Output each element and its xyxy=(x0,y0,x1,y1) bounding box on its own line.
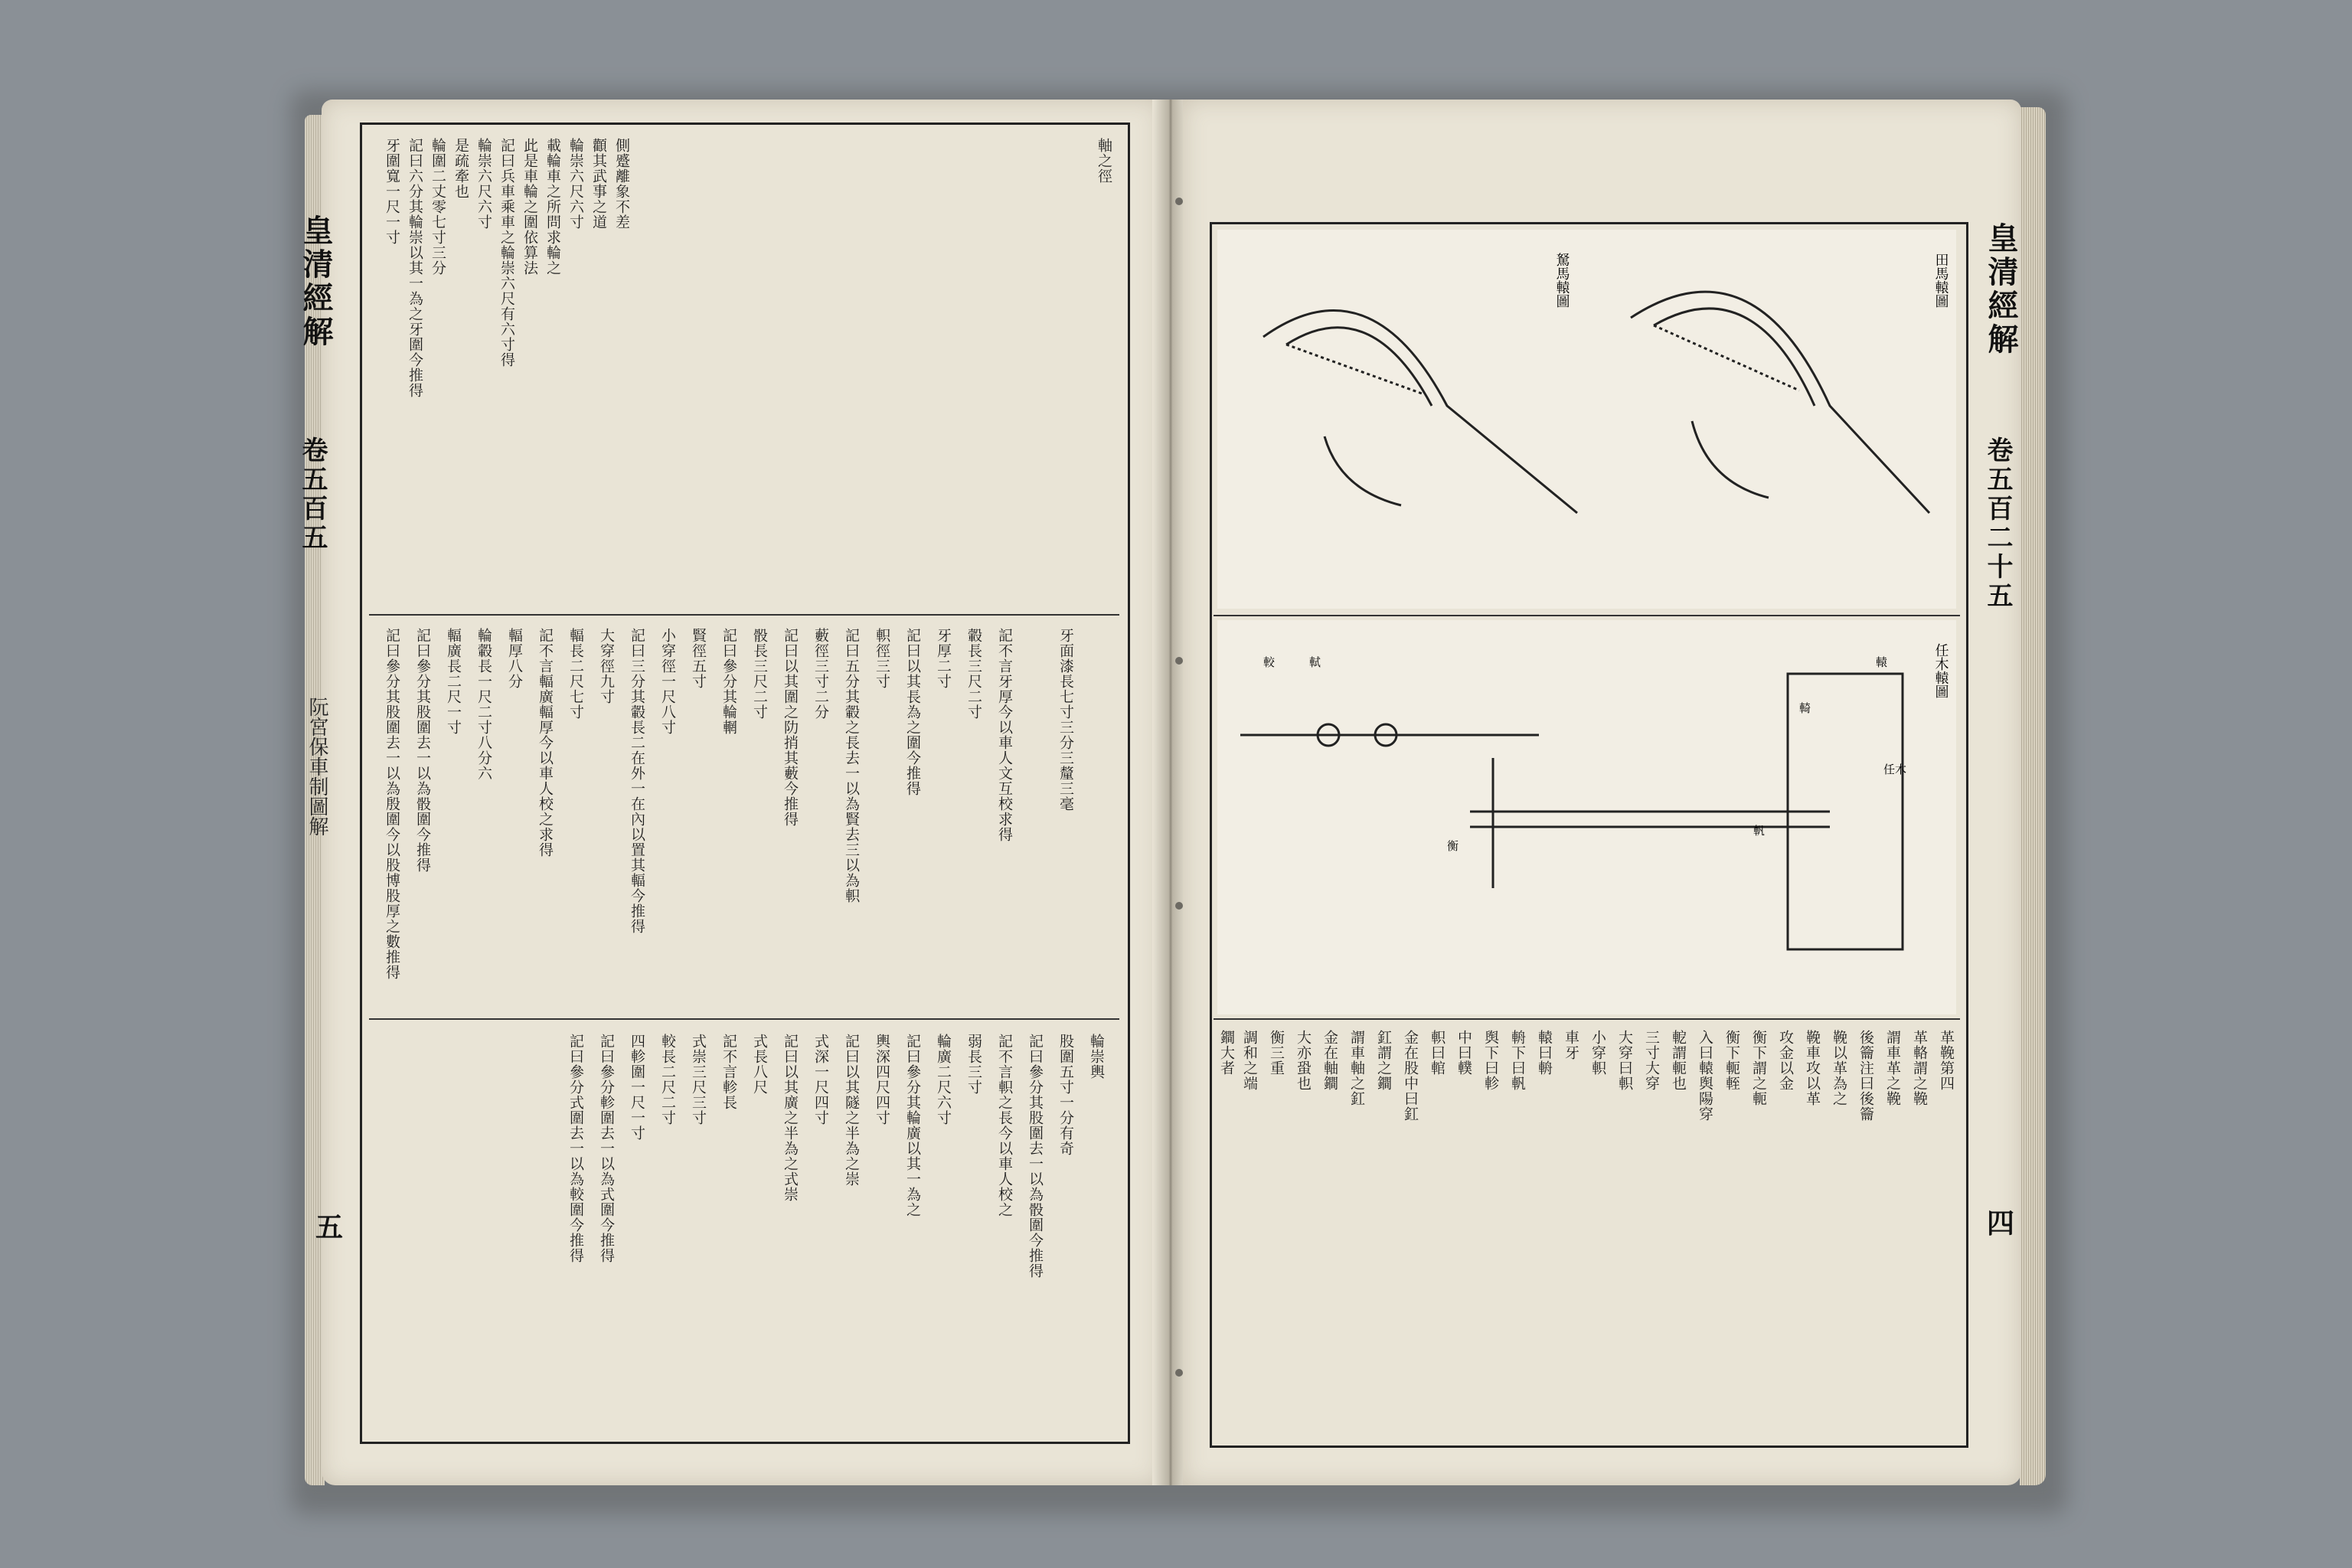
left-bot-col: 記曰以其廣之半為之式崇 xyxy=(782,1034,799,1202)
right-bot-col: 鞔車攻以革 xyxy=(1804,1030,1821,1106)
left-mid-col: 骰長三尺二寸 xyxy=(751,628,768,720)
left-margin-title: 皇清經解 xyxy=(298,214,334,349)
right-bot-col: 入曰轅舆陽穿 xyxy=(1697,1030,1713,1122)
right-bot-col: 衡三重 xyxy=(1268,1030,1285,1076)
left-bot-col: 輪崇輿 xyxy=(1088,1034,1105,1080)
part-label: 軾 xyxy=(1309,655,1321,669)
left-rule-1 xyxy=(369,614,1119,616)
left-bot-col: 記不言軫長 xyxy=(720,1034,737,1110)
horse-yoke-figure xyxy=(1217,230,1956,609)
part-label: 軓 xyxy=(1753,824,1766,838)
figure-label-tianma: 田馬轅圖 xyxy=(1932,253,1949,308)
right-bot-col: 軹曰輨 xyxy=(1429,1030,1446,1076)
left-mid-col: 記不言輻廣輻厚今以車人校之求得 xyxy=(537,628,554,858)
left-bot-col: 式崇三尺三寸 xyxy=(690,1034,707,1125)
figure-label-numa: 駑馬轅圖 xyxy=(1553,253,1570,308)
left-margin-sub: 阮宮保車制圖解 xyxy=(305,697,328,836)
yoke-arc-1-inner xyxy=(1286,328,1432,406)
right-rule-2 xyxy=(1214,1018,1960,1020)
left-mid-col: 輻廣長二尺一寸 xyxy=(445,628,462,735)
right-bot-col: 輈下曰軓 xyxy=(1509,1030,1526,1091)
left-mid-col: 記曰以其長為之圍今推得 xyxy=(904,628,921,796)
right-page-edges xyxy=(2020,107,2046,1485)
right-bot-col: 車牙 xyxy=(1563,1030,1579,1060)
shaft-figure xyxy=(1217,620,1956,1014)
left-volume-label: 卷五百五 xyxy=(297,436,328,553)
left-mid-col: 記曰參分其輪輞 xyxy=(720,628,737,735)
right-bot-col: 鞔以革為之 xyxy=(1831,1030,1847,1106)
left-top-col: 輪崇六尺六寸 xyxy=(567,138,584,230)
shaft-drawing xyxy=(1240,674,1903,949)
left-mid-col: 牙面漆長七寸三分三釐三毫 xyxy=(1057,628,1074,812)
figure-drawing xyxy=(1263,292,1929,513)
left-page xyxy=(297,100,1160,1485)
left-mid-col: 轂長三尺二寸 xyxy=(965,628,982,720)
left-top-col: 載輪車之所問求輪之 xyxy=(544,138,561,276)
left-mid-col: 記曰三分其轂長二在外一在內以置其輻今推得 xyxy=(629,628,645,934)
left-mid-col: 牙厚二寸 xyxy=(935,628,952,689)
right-bot-col: 中曰轐 xyxy=(1455,1030,1472,1076)
right-bot-col: 轅曰輈 xyxy=(1536,1030,1553,1076)
part-label: 輢 xyxy=(1799,701,1811,715)
right-bot-col: 鐧大者 xyxy=(1218,1030,1235,1076)
right-bot-col: 金在股中曰釭 xyxy=(1402,1030,1419,1122)
left-top-col: 此是車輪之圍依算法 xyxy=(521,138,538,276)
left-top-col: 記曰六分其輪崇以其一為之牙圍今推得 xyxy=(407,138,423,398)
right-bot-col: 小穿軹 xyxy=(1589,1030,1606,1076)
left-bot-col: 記曰參分其輪廣以其一為之 xyxy=(904,1034,921,1217)
figure-label-renmu: 任木轅圖 xyxy=(1932,643,1949,698)
left-top-col: 記曰兵車乘車之輪崇六尺有六寸得 xyxy=(498,138,515,368)
left-mid-col: 軹徑三寸 xyxy=(874,628,890,689)
left-mid-col: 小穿徑一尺八寸 xyxy=(659,628,676,735)
left-mid-col: 大穿徑九寸 xyxy=(598,628,615,704)
right-bot-col: 謂車革之鞔 xyxy=(1884,1030,1901,1106)
left-mid-col: 輻厚八分 xyxy=(506,628,523,689)
left-mid-col: 輻長二尺七寸 xyxy=(567,628,584,720)
binding-hole xyxy=(1175,1369,1183,1377)
part-label: 轅 xyxy=(1876,655,1888,669)
left-page-number: 五 xyxy=(315,1211,344,1243)
right-volume-label: 卷五百二十五 xyxy=(1982,436,2013,611)
right-bot-col: 金在軸鐧 xyxy=(1321,1030,1338,1091)
left-mid-col: 輪轂長一尺二寸八分六 xyxy=(475,628,492,781)
right-bot-col: 後籥注曰後籥 xyxy=(1857,1030,1874,1122)
left-top-col: 輪崇六尺六寸 xyxy=(475,138,492,230)
right-bot-col: 大亦蛩也 xyxy=(1295,1030,1312,1091)
left-mid-col: 記曰以其圍之阞捎其藪今推得 xyxy=(782,628,799,827)
left-bot-col: 記曰參分軫圍去一以為式圍今推得 xyxy=(598,1034,615,1263)
left-mid-col: 記曰參分其股圍去一以為骰圍今推得 xyxy=(414,628,431,873)
left-bot-col: 記曰參分式圍去一以為較圍今推得 xyxy=(567,1034,584,1263)
yoke-arc-2 xyxy=(1631,292,1929,513)
yoke-arc-2-inner xyxy=(1654,309,1815,406)
left-bot-col: 記曰參分其股圍去一以為骰圍今推得 xyxy=(1027,1034,1044,1279)
right-bot-col: 謂車軸之釭 xyxy=(1348,1030,1365,1106)
left-bot-col: 股圍五寸一分有奇 xyxy=(1057,1034,1074,1156)
left-top-col: 是疏牽也 xyxy=(452,138,469,199)
left-bot-col: 式長八尺 xyxy=(751,1034,768,1095)
right-bot-col: 革鞔第四 xyxy=(1938,1030,1955,1091)
left-top-col: 顴其武事之道 xyxy=(590,138,607,230)
right-bot-col: 釭謂之鐧 xyxy=(1375,1030,1392,1091)
right-rule-1 xyxy=(1214,615,1960,616)
left-top-col: 軸之徑 xyxy=(1096,138,1112,184)
left-bot-col: 記不言軹之長今以車人校之 xyxy=(996,1034,1013,1217)
left-top-col: 側蹙離象不差 xyxy=(613,138,630,230)
right-bot-col: 攻金以金 xyxy=(1777,1030,1794,1091)
part-label: 衡 xyxy=(1447,839,1459,853)
left-mid-col: 記曰參分其股圍去一以為殷圍今以股博股厚之數推得 xyxy=(384,628,400,980)
right-margin-title: 皇清經解 xyxy=(1983,222,2019,357)
left-mid-col: 記曰五分其轂之長去一以為賢去三以為軹 xyxy=(843,628,860,903)
yoke-arc-2-tail xyxy=(1692,421,1769,498)
left-top-col: 輪圍二丈零七寸三分 xyxy=(430,138,446,276)
left-rule-2 xyxy=(369,1018,1119,1020)
yoke-chord-2 xyxy=(1654,325,1799,390)
right-bot-col: 三寸大穿 xyxy=(1643,1030,1660,1091)
left-top-col: 牙圍寬一尺一寸 xyxy=(384,138,400,245)
binding-hole xyxy=(1175,657,1183,665)
left-bot-col: 輿深四尺四寸 xyxy=(874,1034,890,1125)
right-bot-col: 衡下謂之軛 xyxy=(1750,1030,1767,1106)
yoke-chord-1 xyxy=(1286,345,1424,394)
left-bot-col: 弱長三寸 xyxy=(965,1034,982,1095)
right-bot-col: 革輅謂之鞔 xyxy=(1911,1030,1928,1106)
right-bot-col: 大穿曰軹 xyxy=(1616,1030,1633,1091)
left-bot-col: 輪廣二尺六寸 xyxy=(935,1034,952,1125)
yoke-arc-1 xyxy=(1263,311,1577,513)
left-mid-col: 記不言牙厚今以車人文互校求得 xyxy=(996,628,1013,842)
part-label: 任木 xyxy=(1883,763,1907,776)
left-mid-col: 賢徑五寸 xyxy=(690,628,707,689)
left-bot-col: 記曰以其隧之半為之崇 xyxy=(843,1034,860,1187)
right-bot-col: 衡下軛輊 xyxy=(1723,1030,1740,1091)
left-mid-col: 藪徑三寸二分 xyxy=(812,628,829,720)
binding-hole xyxy=(1175,902,1183,910)
right-bot-col: 調和之端 xyxy=(1241,1030,1258,1091)
right-page xyxy=(1183,100,2021,1485)
right-bot-col: 軶謂軛也 xyxy=(1670,1030,1687,1091)
yoke-arc-1-tail xyxy=(1325,436,1401,505)
left-bot-col: 四軫圍一尺一寸 xyxy=(629,1034,645,1141)
binding-hole xyxy=(1175,198,1183,205)
left-bot-col: 較長二尺二寸 xyxy=(659,1034,676,1125)
right-page-number: 四 xyxy=(1987,1207,2015,1240)
part-label: 較 xyxy=(1263,655,1276,669)
left-bot-col: 式深一尺四寸 xyxy=(812,1034,829,1125)
right-bot-col: 舆下曰軫 xyxy=(1482,1030,1499,1091)
